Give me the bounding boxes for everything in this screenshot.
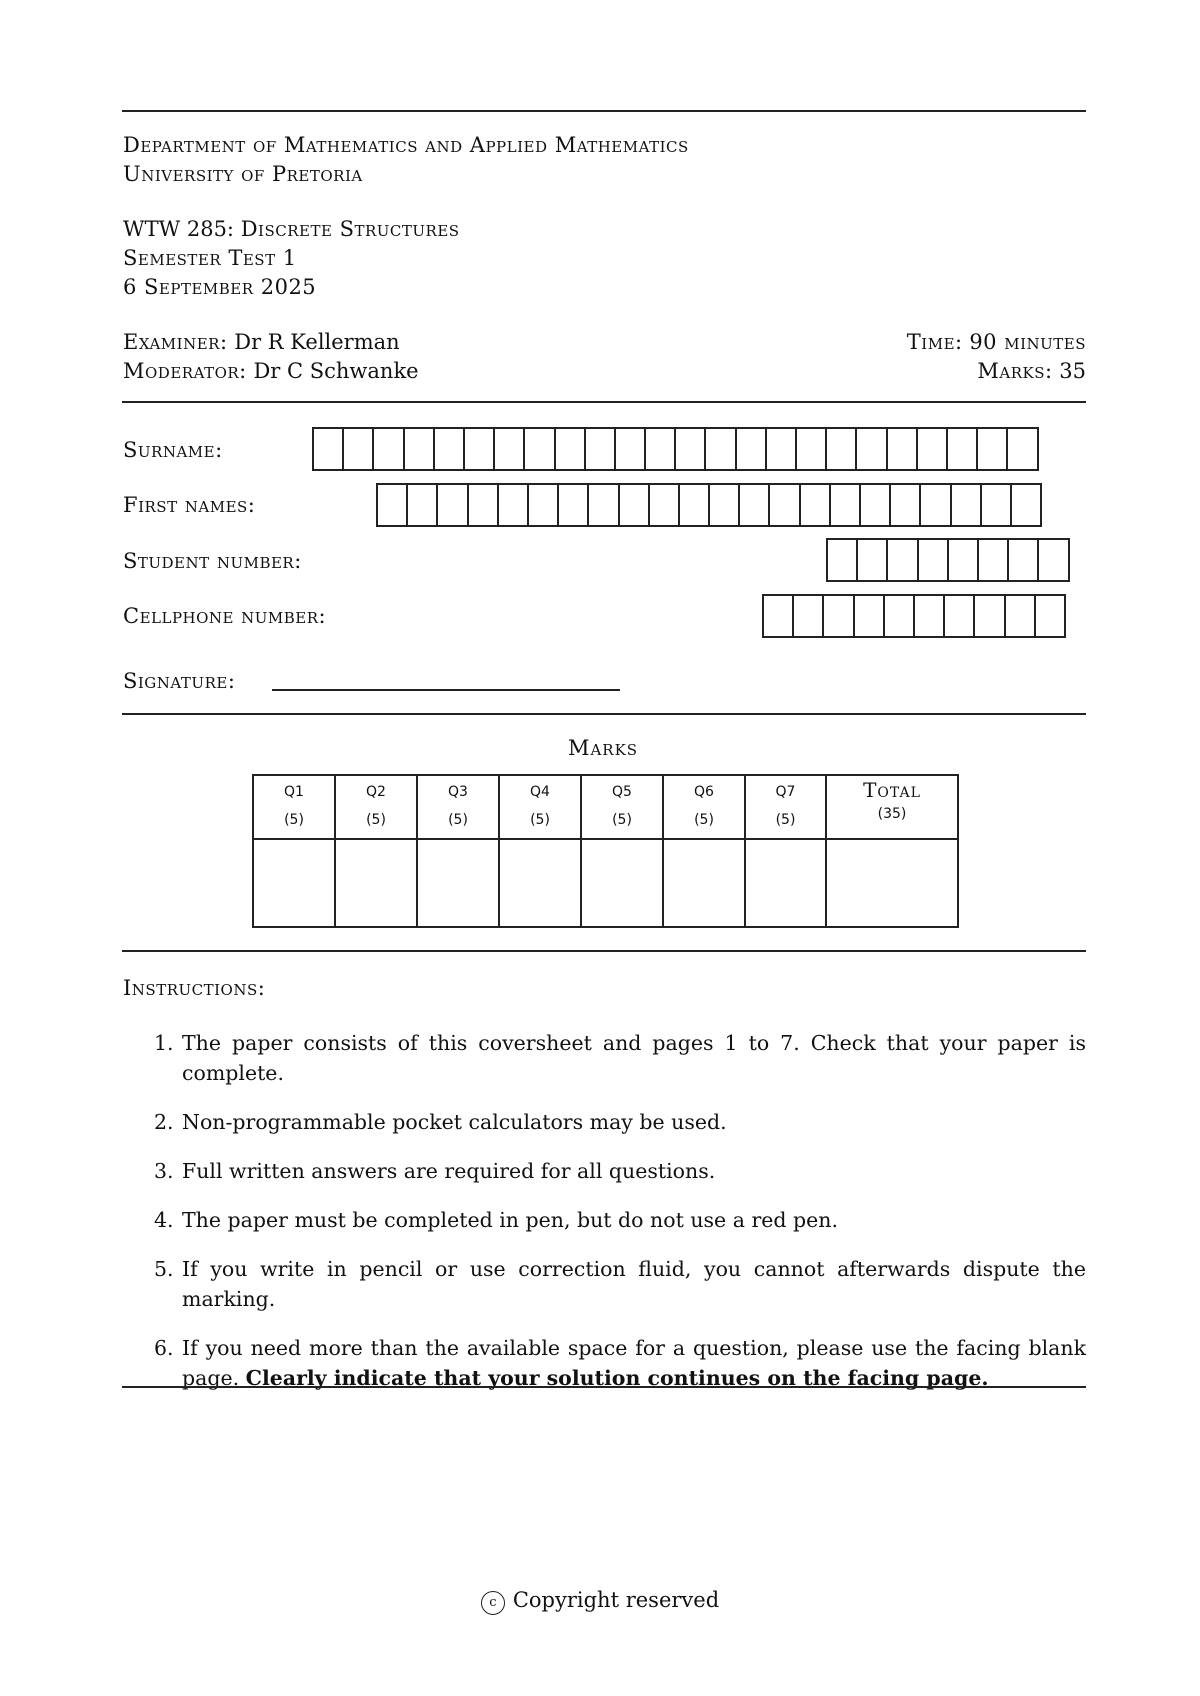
bottom-rule bbox=[122, 1386, 1086, 1388]
char-box[interactable] bbox=[885, 594, 915, 638]
time-allowed bbox=[907, 328, 1086, 357]
char-box[interactable] bbox=[828, 538, 858, 582]
char-box[interactable] bbox=[706, 427, 736, 471]
q5-marks: (5) bbox=[612, 812, 632, 828]
total-label: Total bbox=[863, 778, 921, 802]
q5-header bbox=[581, 775, 663, 839]
time-label: Time: bbox=[906, 330, 963, 354]
char-box[interactable] bbox=[525, 427, 555, 471]
char-box[interactable] bbox=[861, 483, 891, 527]
moderator-label: Moderator: bbox=[123, 359, 247, 383]
char-box[interactable] bbox=[824, 594, 854, 638]
top-rule bbox=[122, 110, 1086, 112]
student-number-label: Student number: bbox=[123, 549, 302, 573]
marks-label: Marks: bbox=[977, 359, 1053, 383]
char-box[interactable] bbox=[469, 483, 499, 527]
list-item bbox=[140, 1205, 1086, 1235]
char-box[interactable] bbox=[794, 594, 824, 638]
first-names-label: First names: bbox=[123, 493, 256, 517]
char-box[interactable] bbox=[827, 427, 857, 471]
char-box[interactable] bbox=[1012, 483, 1042, 527]
q4-score-cell[interactable] bbox=[499, 839, 581, 927]
char-box[interactable] bbox=[374, 427, 404, 471]
list-item bbox=[140, 1156, 1086, 1186]
item-text: If you need more than the available space for a question, please use the facing blank page. bbox=[182, 1336, 1086, 1390]
char-box[interactable] bbox=[919, 538, 949, 582]
list-item bbox=[140, 1028, 1086, 1088]
char-box[interactable] bbox=[1039, 538, 1069, 582]
char-box[interactable] bbox=[801, 483, 831, 527]
char-box[interactable] bbox=[559, 483, 589, 527]
char-box[interactable] bbox=[620, 483, 650, 527]
char-box[interactable] bbox=[770, 483, 800, 527]
list-item bbox=[140, 1254, 1086, 1314]
signature-label: Signature: bbox=[123, 669, 236, 693]
q7-marks: (5) bbox=[775, 812, 796, 828]
char-box[interactable] bbox=[1006, 594, 1036, 638]
item-number: 1. bbox=[154, 1031, 174, 1055]
list-item bbox=[140, 1333, 1086, 1393]
q3-marks: (5) bbox=[448, 812, 468, 828]
char-box[interactable] bbox=[831, 483, 861, 527]
char-box[interactable] bbox=[764, 594, 794, 638]
marks-rule bbox=[122, 950, 1086, 952]
char-box[interactable] bbox=[949, 538, 979, 582]
test-date: 6 September 2025 bbox=[123, 275, 317, 299]
course-name: Discrete Structures bbox=[240, 217, 460, 241]
char-box[interactable] bbox=[408, 483, 438, 527]
total-header bbox=[826, 775, 958, 839]
marks-value: 35 bbox=[1059, 359, 1086, 383]
char-box[interactable] bbox=[680, 483, 710, 527]
char-box[interactable] bbox=[344, 427, 374, 471]
q7-header bbox=[745, 775, 826, 839]
test-name: Semester Test 1 bbox=[123, 246, 297, 270]
char-box[interactable] bbox=[948, 427, 978, 471]
char-box[interactable] bbox=[945, 594, 975, 638]
q6-label: Q6 bbox=[694, 784, 714, 800]
copyright-icon: c bbox=[481, 1591, 505, 1615]
char-box[interactable] bbox=[855, 594, 885, 638]
char-box[interactable] bbox=[314, 427, 344, 471]
q1-header bbox=[253, 775, 335, 839]
total-marks bbox=[977, 357, 1086, 386]
q5-label: Q5 bbox=[612, 784, 632, 800]
char-box[interactable] bbox=[975, 594, 1005, 638]
item-emphasis: Clearly indicate that your solution continues on the facing page. bbox=[245, 1366, 989, 1390]
char-box[interactable] bbox=[589, 483, 619, 527]
q4-marks: (5) bbox=[530, 812, 550, 828]
marks-table-title: Marks bbox=[567, 736, 639, 760]
char-box[interactable] bbox=[710, 483, 740, 527]
char-box[interactable] bbox=[1008, 427, 1038, 471]
char-box[interactable] bbox=[858, 538, 888, 582]
char-box[interactable] bbox=[529, 483, 559, 527]
q1-score-cell[interactable] bbox=[253, 839, 335, 927]
char-box[interactable] bbox=[405, 427, 435, 471]
examiner-name: Dr R Kellerman bbox=[234, 330, 400, 354]
q1-marks: (5) bbox=[284, 812, 304, 828]
item-number: 3. bbox=[154, 1159, 174, 1183]
item-number: 4. bbox=[154, 1208, 174, 1232]
student-number-input[interactable] bbox=[826, 538, 1070, 582]
header-rule bbox=[122, 401, 1086, 403]
char-box[interactable] bbox=[586, 427, 616, 471]
surname-label: Surname: bbox=[123, 438, 223, 462]
char-box[interactable] bbox=[435, 427, 465, 471]
q2-marks: (5) bbox=[366, 812, 386, 828]
char-box[interactable] bbox=[921, 483, 951, 527]
surname-input[interactable] bbox=[312, 427, 1039, 471]
item-text: The paper must be completed in pen, but do not use a red pen. bbox=[182, 1208, 838, 1232]
char-box[interactable] bbox=[676, 427, 706, 471]
char-box[interactable] bbox=[499, 483, 529, 527]
char-box[interactable] bbox=[1009, 538, 1039, 582]
examiner bbox=[123, 328, 400, 357]
total-marks-available: (35) bbox=[877, 806, 907, 822]
item-text: Non-programmable pocket calculators may be used. bbox=[182, 1110, 727, 1134]
char-box[interactable] bbox=[767, 427, 797, 471]
item-number: 6. bbox=[154, 1336, 174, 1360]
char-box[interactable] bbox=[857, 427, 887, 471]
q7-score-cell[interactable] bbox=[745, 839, 826, 927]
q3-label: Q3 bbox=[448, 784, 468, 800]
q6-header bbox=[663, 775, 745, 839]
item-number: 2. bbox=[154, 1110, 174, 1134]
signature-line[interactable] bbox=[272, 689, 620, 691]
instructions-list bbox=[140, 1028, 1086, 1412]
char-box[interactable] bbox=[982, 483, 1012, 527]
instructions-title: Instructions: bbox=[123, 976, 266, 1000]
department-name: Department of Mathematics and Applied Mathematics bbox=[123, 133, 689, 157]
char-box[interactable] bbox=[978, 427, 1008, 471]
q6-score-cell[interactable] bbox=[663, 839, 745, 927]
moderator bbox=[123, 357, 419, 386]
q2-score-cell[interactable] bbox=[335, 839, 417, 927]
examiner-label: Examiner: bbox=[123, 330, 228, 354]
char-box[interactable] bbox=[952, 483, 982, 527]
course-code: WTW 285: bbox=[123, 217, 235, 241]
char-box[interactable] bbox=[495, 427, 525, 471]
char-box[interactable] bbox=[378, 483, 408, 527]
char-box[interactable] bbox=[891, 483, 921, 527]
total-score-cell[interactable] bbox=[826, 839, 958, 927]
q1-label: Q1 bbox=[284, 784, 304, 800]
char-box[interactable] bbox=[797, 427, 827, 471]
char-box[interactable] bbox=[888, 427, 918, 471]
q7-label: Q7 bbox=[775, 784, 796, 800]
item-number: 5. bbox=[154, 1257, 174, 1281]
moderator-name: Dr C Schwanke bbox=[253, 359, 419, 383]
q3-header bbox=[417, 775, 499, 839]
university-name: University of Pretoria bbox=[123, 162, 363, 186]
copyright-footer bbox=[0, 1588, 1200, 1615]
q5-score-cell[interactable] bbox=[581, 839, 663, 927]
q4-label: Q4 bbox=[530, 784, 550, 800]
course-title bbox=[123, 215, 460, 244]
first-names-input[interactable] bbox=[376, 483, 1042, 527]
q3-score-cell[interactable] bbox=[417, 839, 499, 927]
marks-table bbox=[252, 774, 959, 928]
list-item bbox=[140, 1107, 1086, 1137]
char-box[interactable] bbox=[737, 427, 767, 471]
char-box[interactable] bbox=[915, 594, 945, 638]
char-box[interactable] bbox=[646, 427, 676, 471]
char-box[interactable] bbox=[918, 427, 948, 471]
char-box[interactable] bbox=[1036, 594, 1066, 638]
char-box[interactable] bbox=[465, 427, 495, 471]
char-box[interactable] bbox=[438, 483, 468, 527]
char-box[interactable] bbox=[616, 427, 646, 471]
char-box[interactable] bbox=[979, 538, 1009, 582]
item-text: The paper consists of this coversheet and pages 1 to 7. Check that your paper is complete. bbox=[182, 1031, 1086, 1085]
q4-header bbox=[499, 775, 581, 839]
time-value: 90 minutes bbox=[969, 330, 1086, 354]
char-box[interactable] bbox=[740, 483, 770, 527]
item-text: Full written answers are required for all questions. bbox=[182, 1159, 716, 1183]
cellphone-number-input[interactable] bbox=[762, 594, 1066, 638]
char-box[interactable] bbox=[556, 427, 586, 471]
item-text: If you write in pencil or use correction fluid, you cannot afterwards dispute the marking. bbox=[182, 1257, 1086, 1311]
q6-marks: (5) bbox=[694, 812, 714, 828]
cellphone-number-label: Cellphone number: bbox=[123, 604, 327, 628]
fields-rule bbox=[122, 713, 1086, 715]
char-box[interactable] bbox=[888, 538, 918, 582]
copyright-text: Copyright reserved bbox=[512, 1588, 720, 1612]
char-box[interactable] bbox=[650, 483, 680, 527]
q2-label: Q2 bbox=[366, 784, 386, 800]
q2-header bbox=[335, 775, 417, 839]
